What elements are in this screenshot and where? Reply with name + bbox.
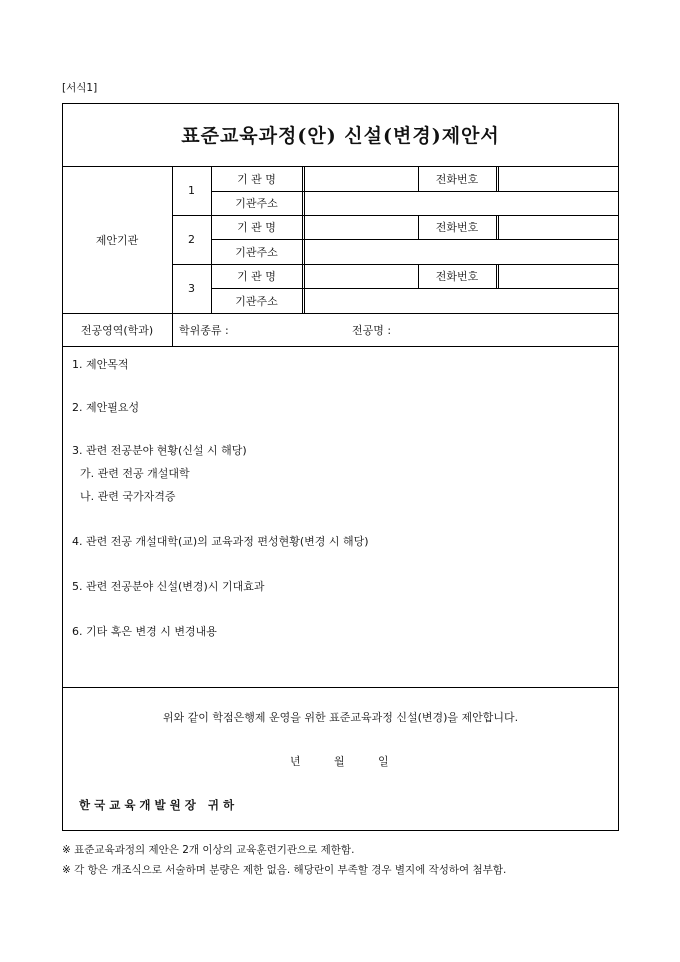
phone-label: 전화번호	[435, 270, 479, 283]
major-name-label: 전공명 :	[352, 323, 392, 337]
org-address-label: 기관주소	[235, 197, 278, 210]
org-address-label: 기관주소	[235, 245, 278, 259]
org-address-field[interactable]	[305, 191, 619, 215]
date-month: 월	[334, 755, 345, 768]
major-area-label: 전공영역(학과)	[80, 323, 154, 337]
note: ※ 각 항은 개조식으로 서술하며 분량은 제한 없음. 해당란이 부족할 경우 별지에 작성하여 첨부함.	[62, 864, 507, 876]
proposer-section-label: 제안기관	[95, 233, 139, 247]
org-name-field[interactable]	[305, 215, 418, 239]
phone-field[interactable]	[499, 215, 619, 239]
item-field-certificates: 나. 관련 국가자격증	[80, 490, 176, 503]
item-purpose: 1. 제안목적	[72, 358, 129, 371]
org-name-label: 기 관 명	[237, 270, 276, 283]
item-necessity: 2. 제안필요성	[72, 401, 140, 414]
phone-field[interactable]	[499, 264, 619, 288]
item-curriculum-status: 4. 관련 전공 개설대학(교)의 교육과정 편성현황(변경 시 해당)	[72, 535, 369, 548]
divider	[62, 346, 619, 347]
org-name-field[interactable]	[305, 166, 418, 191]
date-day: 일	[378, 755, 389, 768]
recipient: 한국교육개발원장 귀하	[79, 798, 239, 812]
item-field-universities: 가. 관련 전공 개설대학	[80, 467, 190, 480]
proposer-row-number: 3	[188, 282, 195, 295]
org-address-label: 기관주소	[235, 294, 278, 308]
item-field-status: 3. 관련 전공분야 현황(신설 시 해당)	[72, 444, 247, 457]
org-address-field[interactable]	[305, 239, 619, 264]
phone-label: 전화번호	[435, 221, 479, 234]
proposer-row-number: 2	[188, 233, 195, 246]
phone-label: 전화번호	[435, 172, 479, 186]
org-name-label: 기 관 명	[237, 172, 276, 186]
date-year: 년	[290, 755, 301, 768]
note: ※ 표준교육과정의 제안은 2개 이상의 교육훈련기관으로 제한함.	[62, 844, 355, 856]
divider	[62, 687, 619, 688]
item-expected-effect: 5. 관련 전공분야 신설(변경)시 기대효과	[72, 580, 265, 593]
phone-field[interactable]	[499, 166, 619, 191]
item-other-changes: 6. 기타 혹은 변경 시 변경내용	[72, 625, 217, 638]
degree-type-label: 학위종류 :	[179, 323, 229, 337]
proposer-row-number: 1	[188, 184, 195, 197]
org-name-label: 기 관 명	[237, 221, 276, 234]
org-address-field[interactable]	[305, 288, 619, 313]
form-title: 표준교육과정(안) 신설(변경)제안서	[181, 125, 500, 147]
form-code: [서식1]	[62, 82, 98, 94]
org-name-field[interactable]	[305, 264, 418, 288]
proposal-statement: 위와 같이 학점은행제 운영을 위한 표준교육과정 신설(변경)을 제안합니다.	[162, 711, 519, 724]
